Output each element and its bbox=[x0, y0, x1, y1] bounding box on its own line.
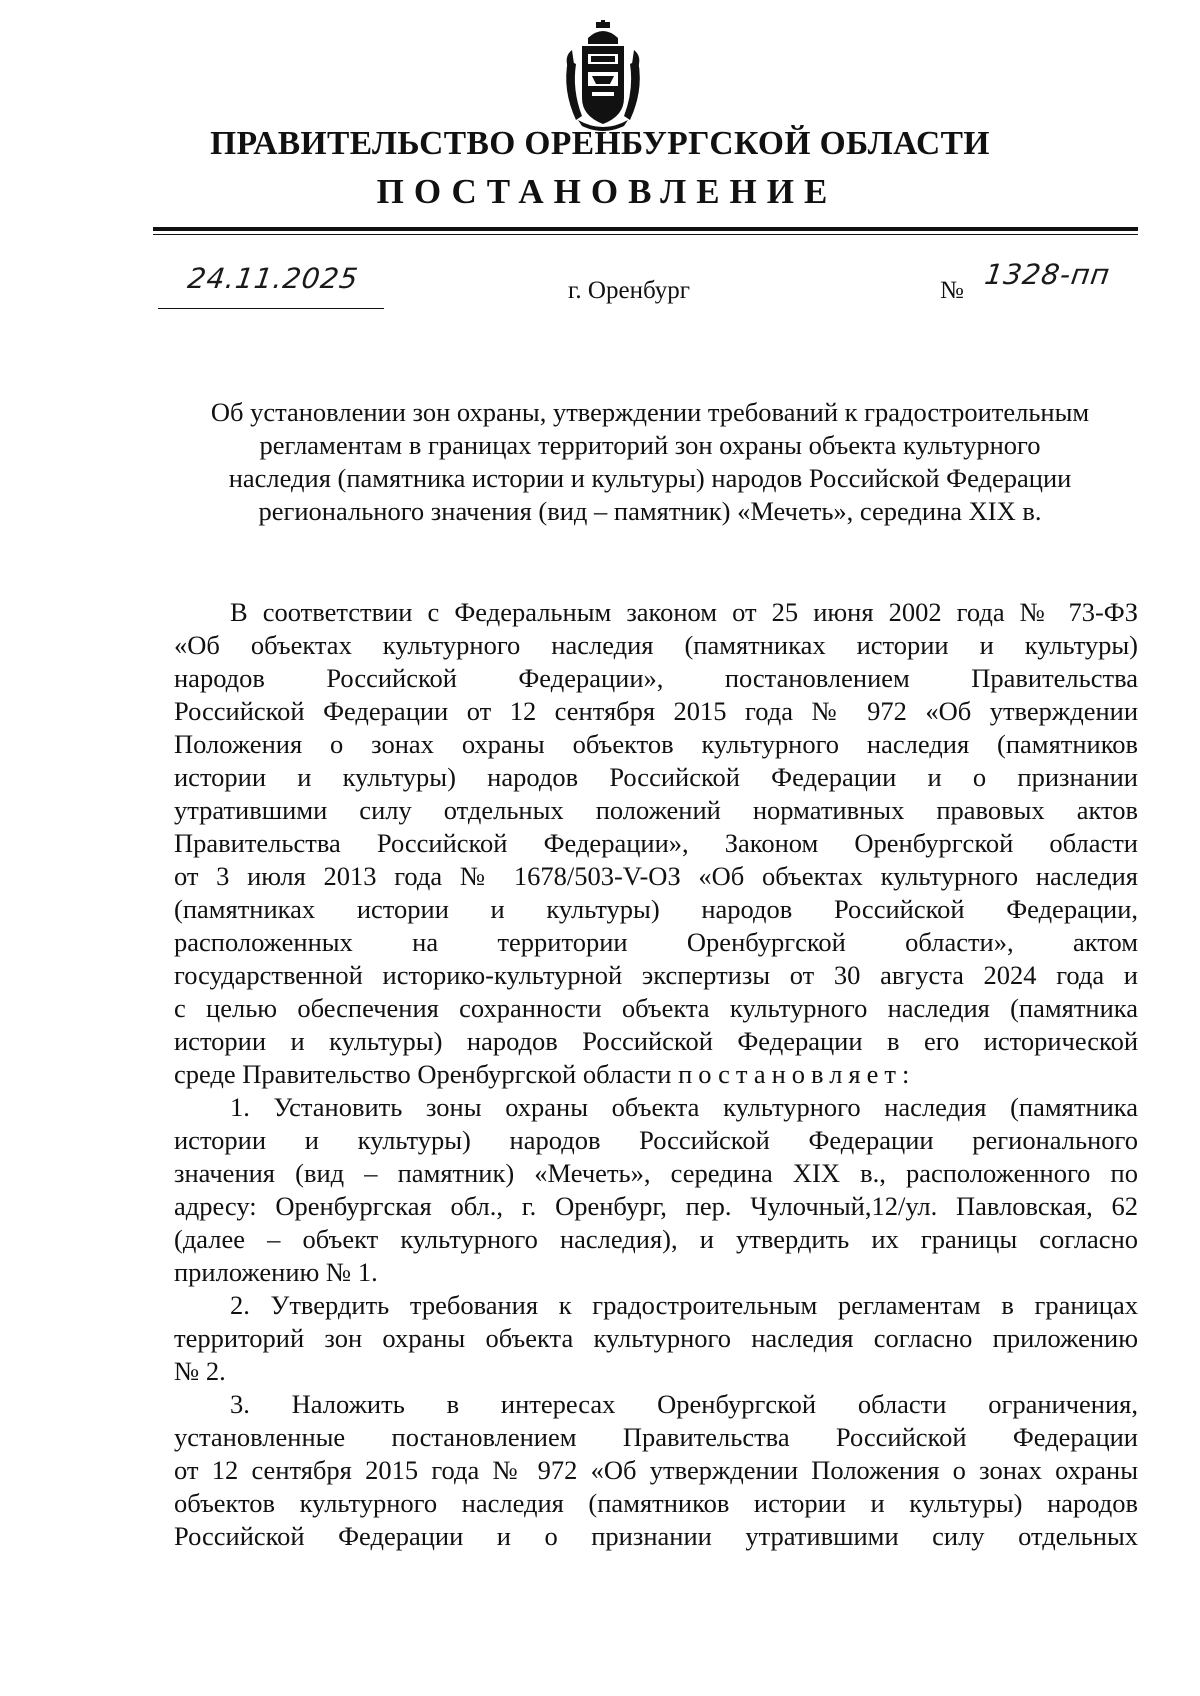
body-line: территорий зон охраны объекта культурного наследия согласно приложению bbox=[174, 1323, 1138, 1353]
body-line: 2. Утвердить требования к градостроительным регламентам в границах bbox=[230, 1290, 1138, 1320]
coat-of-arms-icon bbox=[558, 20, 648, 132]
subject-line: регионального значения (вид – памятник) «Мечеть», середина XIX в. bbox=[258, 496, 1042, 526]
city-label: г. Оренбург bbox=[568, 277, 690, 304]
body-line: народов Российской Федерации», постановлением Правительства bbox=[174, 663, 1138, 693]
handwritten-number: 1328-пп bbox=[982, 258, 1113, 291]
body-line: «Об объектах культурного наследия (памятниках истории и культуры) bbox=[174, 630, 1138, 660]
body-line: (памятниках истории и культуры) народов Российской Федерации, bbox=[174, 894, 1138, 924]
body-line: 3. Наложить в интересах Оренбургской области ограничения, bbox=[230, 1389, 1138, 1419]
number-sign: № bbox=[940, 277, 964, 304]
body-line: с целью обеспечения сохранности объекта культурного наследия (памятника bbox=[174, 993, 1138, 1023]
header-rule-thin bbox=[153, 234, 1138, 235]
body-line: объектов культурного наследия (памятников истории и культуры) народов bbox=[174, 1488, 1138, 1518]
body-line: от 12 сентября 2015 года № 972 «Об утверждении Положения о зонах охраны bbox=[174, 1455, 1138, 1485]
body-line: № 2. bbox=[174, 1356, 226, 1386]
body-line: Российской Федерации и о признании утратившими силу отдельных bbox=[174, 1521, 1138, 1551]
body-line: истории и культуры) народов Российской Федерации в его исторической bbox=[174, 1026, 1138, 1056]
date-field bbox=[158, 256, 384, 309]
body-line: истории и культуры) народов Российской Федерации регионального bbox=[174, 1125, 1138, 1155]
body-line: расположенных на территории Оренбургской области», актом bbox=[174, 927, 1138, 957]
resolution-keyword: постановляет: bbox=[678, 1059, 916, 1089]
subject-line: наследия (памятника истории и культуры) народов Российской Федерации bbox=[228, 463, 1072, 493]
document-body bbox=[174, 596, 1138, 1553]
body-line: утратившими силу отдельных положений нормативных правовых актов bbox=[174, 795, 1138, 825]
body-line: Правительства Российской Федерации», Законом Оренбургской области bbox=[174, 828, 1138, 858]
organization-title: ПРАВИТЕЛЬСТВО ОРЕНБУРГСКОЙ ОБЛАСТИ bbox=[210, 125, 990, 162]
body-line: значения (вид – памятник) «Мечеть», середина XIX в., расположенного по bbox=[174, 1158, 1138, 1188]
body-line: государственной историко-культурной экспертизы от 30 августа 2024 года и bbox=[174, 960, 1138, 990]
body-line: истории и культуры) народов Российской Федерации и о признании bbox=[174, 762, 1138, 792]
handwritten-date: 24.11.2025 bbox=[185, 262, 361, 295]
body-line: установленные постановлением Правительства Российской Федерации bbox=[174, 1422, 1138, 1452]
body-line: от 3 июля 2013 года № 1678/503-V-ОЗ «Об объектах культурного наследия bbox=[174, 861, 1138, 891]
body-line-resolution bbox=[174, 1058, 1138, 1091]
subject-line: регламентам в границах территорий зон охраны объекта культурного bbox=[259, 430, 1041, 460]
body-line: В соответствии с Федеральным законом от 25 июня 2002 года № 73-ФЗ bbox=[230, 597, 1138, 627]
body-line: Российской Федерации от 12 сентября 2015 года № 972 «Об утверждении bbox=[174, 696, 1138, 726]
body-line: (далее – объект культурного наследия), и утвердить их границы согласно bbox=[174, 1224, 1138, 1254]
body-line: приложению № 1. bbox=[174, 1257, 378, 1287]
document-subject bbox=[160, 396, 1140, 528]
subject-line: Об установлении зон охраны, утверждении требований к градостроительным bbox=[210, 397, 1090, 427]
resolution-prefix: среде Правительство Оренбургской области bbox=[174, 1059, 672, 1089]
body-line: адресу: Оренбургская обл., г. Оренбург, пер. Чулочный,12/ул. Павловская, 62 bbox=[174, 1191, 1138, 1221]
header-rule-thick bbox=[153, 227, 1138, 231]
document-type-title: ПОСТАНОВЛЕНИЕ bbox=[376, 172, 838, 211]
body-line: 1. Установить зоны охраны объекта культурного наследия (памятника bbox=[230, 1092, 1138, 1122]
body-line: Положения о зонах охраны объектов культурного наследия (памятников bbox=[174, 729, 1138, 759]
